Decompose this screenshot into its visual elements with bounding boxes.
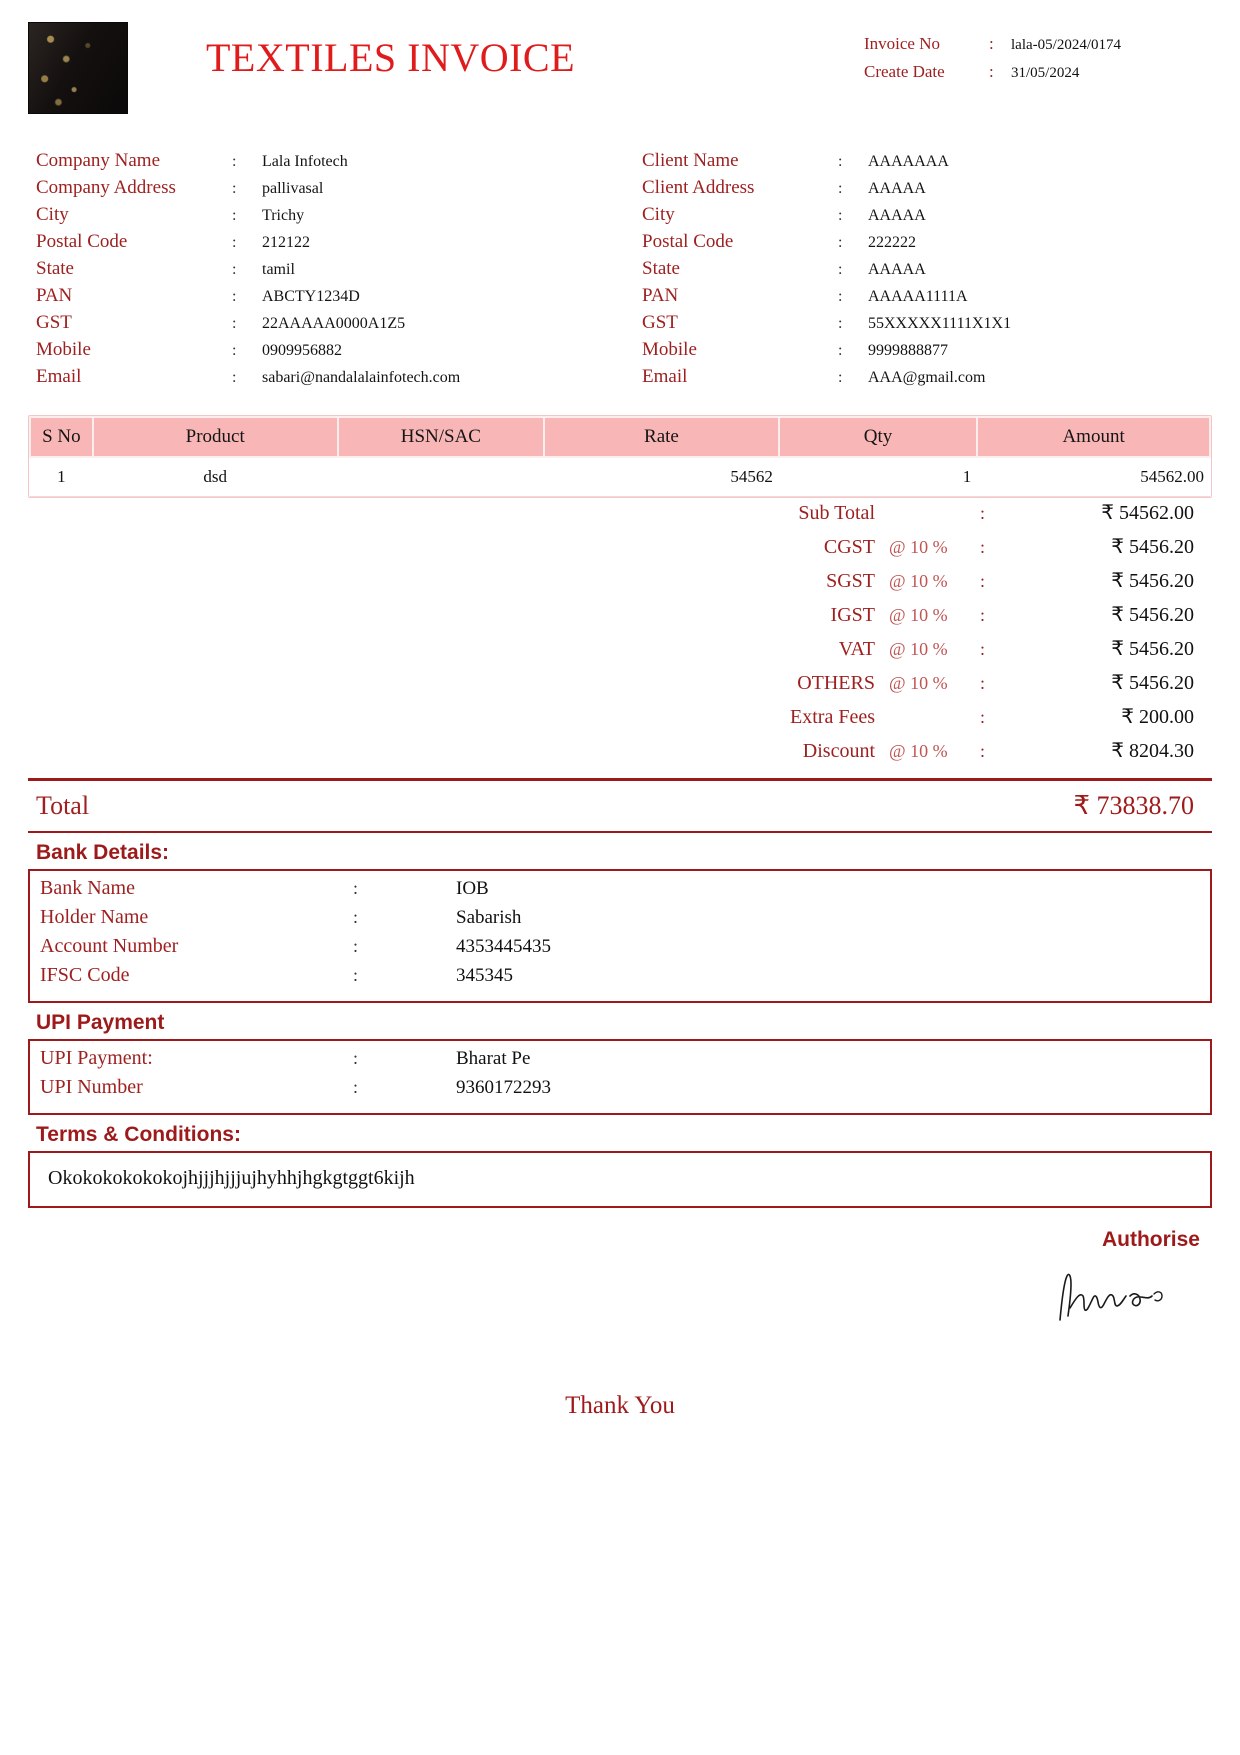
company-row (36, 177, 620, 204)
summary-rate: @ 10 % (889, 639, 948, 659)
create-date-colon: : (989, 62, 994, 81)
summary-row (28, 670, 1212, 704)
summary-rate: @ 10 % (889, 537, 948, 557)
bank-row (30, 935, 1210, 964)
upi-row (30, 1076, 1210, 1105)
summary-row (28, 738, 1212, 772)
summary-amount: ₹ 200.00 (1121, 706, 1194, 728)
invoice-no-colon: : (989, 34, 994, 53)
company-label: Mobile (36, 339, 91, 360)
item-rate: 54562 (544, 457, 779, 497)
thank-you-text: Thank You (565, 1392, 675, 1419)
company-value: 22AAAAA0000A1Z5 (262, 315, 406, 332)
bank-row (30, 877, 1210, 906)
summary-rate: @ 10 % (889, 571, 948, 591)
page-title: TEXTILES INVOICE (206, 35, 576, 80)
summary-colon: : (980, 741, 986, 761)
summary-label: Sub Total (798, 502, 875, 524)
summary-amount: ₹ 5456.20 (1111, 604, 1194, 626)
upi-label: UPI Payment: (40, 1047, 153, 1069)
client-row (642, 312, 1204, 339)
summary-rate: @ 10 % (889, 605, 948, 625)
bank-label: IFSC Code (40, 964, 130, 986)
upi-value: 9360172293 (456, 1077, 551, 1098)
terms-conditions-text: Okokokokokokojhjjjhjjjujhyhhjhgkgtggt6kijh (28, 1151, 1212, 1208)
company-row (36, 339, 620, 366)
client-row (642, 150, 1204, 177)
summary-rate: @ 10 % (889, 741, 948, 761)
upi-payment-box (28, 1039, 1212, 1115)
company-label: Postal Code (36, 231, 128, 252)
client-colon: : (838, 342, 843, 359)
company-value: tamil (262, 261, 295, 278)
summary-label: Discount (802, 740, 875, 762)
company-label: State (36, 258, 74, 279)
bank-row (30, 964, 1210, 993)
summary-label: SGST (826, 570, 875, 592)
client-details (620, 150, 1204, 393)
company-row (36, 285, 620, 312)
company-row (36, 231, 620, 258)
grand-total-row (28, 778, 1212, 833)
company-label: Company Name (36, 150, 161, 171)
summary-colon: : (980, 605, 986, 625)
column-header-sno: S No (30, 417, 93, 457)
company-colon: : (232, 207, 237, 224)
summary-row (28, 602, 1212, 636)
item-hsn (338, 457, 544, 497)
company-row (36, 312, 620, 339)
grand-total-amount: ₹ 73838.70 (1073, 791, 1194, 820)
client-row (642, 231, 1204, 258)
client-value: AAAAA (868, 180, 926, 197)
item-sno: 1 (30, 457, 93, 497)
company-value: Lala Infotech (262, 153, 348, 170)
upi-colon: : (353, 1048, 359, 1068)
summary-colon: : (980, 639, 986, 659)
create-date-label: Create Date (864, 62, 945, 81)
bank-value: Sabarish (456, 907, 522, 928)
client-value: AAAAA (868, 207, 926, 224)
authorise-label: Authorise (1101, 1228, 1200, 1251)
items-table-body (30, 457, 1210, 497)
summary-rate: @ 10 % (889, 673, 948, 693)
company-value: sabari@nandalalainfotech.com (262, 369, 461, 386)
client-label: PAN (642, 285, 679, 306)
summary-label: VAT (838, 638, 875, 660)
company-details (36, 150, 620, 393)
summary-label: Extra Fees (790, 706, 875, 728)
summary-colon: : (980, 707, 986, 727)
bank-value: 4353445435 (456, 936, 551, 957)
summary-label: CGST (823, 536, 875, 558)
summary-row (28, 636, 1212, 670)
create-date-value: 31/05/2024 (1011, 65, 1080, 81)
company-colon: : (232, 369, 237, 386)
summary-colon: : (980, 673, 986, 693)
bank-label: Bank Name (40, 877, 135, 899)
invoice-meta (864, 34, 1194, 90)
company-value: pallivasal (262, 180, 324, 197)
company-row (36, 150, 620, 177)
company-label: Email (36, 366, 82, 387)
bank-label: Holder Name (40, 906, 149, 928)
items-table-head (30, 417, 1210, 457)
client-value: 55XXXXX1111X1X1 (868, 315, 1012, 332)
summary-amount: ₹ 54562.00 (1101, 502, 1194, 524)
client-label: Email (642, 366, 688, 387)
client-label: Postal Code (642, 231, 734, 252)
client-colon: : (838, 288, 843, 305)
invoice-no-value: lala-05/2024/0174 (1011, 37, 1121, 53)
company-logo (28, 22, 128, 114)
client-colon: : (838, 207, 843, 224)
summary-amount: ₹ 5456.20 (1111, 672, 1194, 694)
client-row (642, 258, 1204, 285)
company-label: Company Address (36, 177, 176, 198)
company-row (36, 204, 620, 231)
signature-area (28, 1270, 1212, 1330)
item-qty: 1 (779, 457, 977, 497)
items-table-wrapper (28, 415, 1212, 498)
company-colon: : (232, 288, 237, 305)
upi-value: Bharat Pe (456, 1048, 531, 1069)
client-value: AAAAA1111A (868, 288, 968, 305)
client-value: AAA@gmail.com (868, 369, 986, 386)
company-label: City (36, 204, 69, 225)
client-row (642, 204, 1204, 231)
client-row (642, 366, 1204, 393)
items-table (29, 416, 1211, 497)
client-label: Client Address (642, 177, 755, 198)
client-label: GST (642, 312, 678, 333)
bank-row (30, 906, 1210, 935)
client-label: City (642, 204, 675, 225)
terms-conditions-title: Terms & Conditions: (36, 1123, 241, 1146)
create-date-row (864, 62, 1194, 82)
invoice-no-label: Invoice No (864, 34, 941, 53)
bank-value: 345345 (456, 965, 513, 986)
upi-label: UPI Number (40, 1076, 143, 1098)
bank-colon: : (353, 878, 359, 898)
invoice-no-row (864, 34, 1194, 54)
company-colon: : (232, 180, 237, 197)
company-colon: : (232, 261, 237, 278)
summary-amount: ₹ 5456.20 (1111, 638, 1194, 660)
company-colon: : (232, 342, 237, 359)
company-row (36, 366, 620, 393)
client-label: State (642, 258, 680, 279)
column-header-amount: Amount (977, 417, 1210, 457)
client-value: AAAAA (868, 261, 926, 278)
client-row (642, 339, 1204, 366)
client-colon: : (838, 180, 843, 197)
summary-row (28, 568, 1212, 602)
client-colon: : (838, 315, 843, 332)
party-details (28, 150, 1212, 393)
table-row (30, 457, 1210, 497)
bank-label: Account Number (40, 935, 179, 957)
company-value: ABCTY1234D (262, 288, 360, 305)
bank-colon: : (353, 936, 359, 956)
client-row (642, 177, 1204, 204)
column-header-product: Product (93, 417, 338, 457)
invoice-header (28, 22, 1212, 122)
company-value: 0909956882 (262, 342, 342, 359)
summary-section (28, 500, 1212, 772)
company-row (36, 258, 620, 285)
grand-total-label: Total (36, 791, 90, 820)
bank-colon: : (353, 907, 359, 927)
table-header-row (30, 417, 1210, 457)
company-colon: : (232, 234, 237, 251)
upi-payment-title: UPI Payment (36, 1011, 165, 1034)
summary-amount: ₹ 5456.20 (1111, 536, 1194, 558)
client-colon: : (838, 234, 843, 251)
summary-colon: : (980, 503, 986, 523)
column-header-rate: Rate (544, 417, 779, 457)
company-colon: : (232, 315, 237, 332)
summary-row (28, 534, 1212, 568)
summary-label: IGST (830, 604, 875, 626)
bank-value: IOB (456, 878, 489, 899)
company-value: 212122 (262, 234, 310, 251)
upi-colon: : (353, 1077, 359, 1097)
column-header-qty: Qty (779, 417, 977, 457)
client-value: 9999888877 (868, 342, 948, 359)
company-value: Trichy (262, 207, 305, 224)
client-colon: : (838, 153, 843, 170)
bank-details-box (28, 869, 1212, 1003)
client-label: Client Name (642, 150, 739, 171)
upi-row (30, 1047, 1210, 1076)
summary-amount: ₹ 5456.20 (1111, 570, 1194, 592)
client-row (642, 285, 1204, 312)
client-label: Mobile (642, 339, 697, 360)
column-header-hsn: HSN/SAC (338, 417, 544, 457)
summary-colon: : (980, 537, 986, 557)
company-label: GST (36, 312, 72, 333)
company-colon: : (232, 153, 237, 170)
client-value: AAAAAAA (868, 153, 949, 170)
signature-mark (1052, 1270, 1172, 1326)
item-amount: 54562.00 (977, 457, 1210, 497)
bank-colon: : (353, 965, 359, 985)
summary-amount: ₹ 8204.30 (1111, 740, 1194, 762)
client-value: 222222 (868, 234, 916, 251)
item-product: dsd (93, 457, 338, 497)
summary-colon: : (980, 571, 986, 591)
summary-row (28, 500, 1212, 534)
summary-label: OTHERS (797, 672, 875, 694)
client-colon: : (838, 369, 843, 386)
summary-row (28, 704, 1212, 738)
bank-details-title: Bank Details: (36, 841, 170, 864)
client-colon: : (838, 261, 843, 278)
company-label: PAN (36, 285, 73, 306)
